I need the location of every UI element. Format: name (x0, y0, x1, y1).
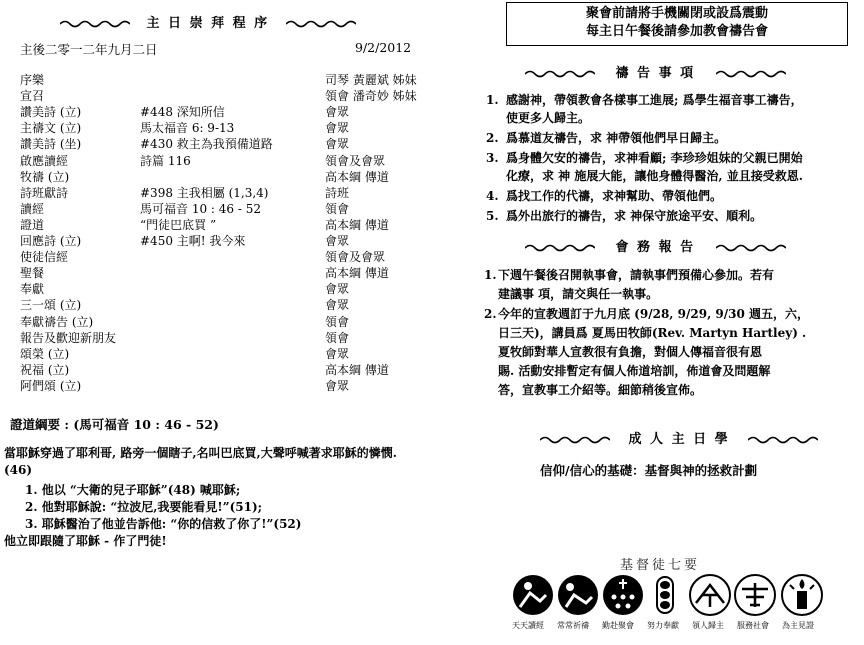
sermon-point: 2. 他對耶穌說: “拉波尼,我要能看見!”(51); (25, 500, 263, 514)
sermon-outline-title: 證道綱要 : (馬可福音 10 : 46 - 52) (10, 417, 219, 432)
wavy-ornament-icon (716, 69, 786, 79)
seven-essentials-title: 基督徒七要 (620, 558, 701, 573)
sunday-school-header (540, 428, 818, 447)
prayer-item-text: 爲身體欠安的禱告，求神看顧; 李珍珍姐妹的父親已開始 (506, 151, 803, 165)
program-item: 宣召 (20, 89, 45, 104)
essential-label: 勤赴聚會 (602, 621, 634, 630)
program-item: 回應詩 (立) (20, 234, 82, 248)
essential-label: 努力奉獻 (647, 621, 679, 630)
program-item: 奉獻 (20, 282, 45, 297)
program-item: 序樂 (20, 73, 45, 87)
sermon-point: 3. 耶穌醫治了他並告訴他: “你的信救了你了!”(52) (25, 517, 302, 531)
program-detail: “門徒巴底買 ” (140, 217, 217, 232)
program-item: 證道 (20, 217, 45, 232)
offering-icon (657, 577, 673, 613)
program-item: 頌榮 (立) (20, 346, 70, 361)
program-leader: 會眾 (325, 105, 350, 120)
program-item: 啟應讀經 (20, 153, 69, 168)
essential-label: 領人歸主 (692, 621, 724, 630)
prayer-item-number: 3. (486, 151, 499, 165)
program-leader: 領會及會眾 (325, 153, 386, 168)
banner-line: 聚會前請將手機關閉或設爲震動 (585, 6, 768, 21)
program-leader: 詩班 (325, 185, 350, 200)
sermon-intro: 當耶穌穿過了耶利哥, 路旁一個瞎子,名叫巴底買,大聲呼喊著求耶穌的憐憫.(46) (4, 446, 397, 477)
wavy-ornament-icon (748, 435, 818, 445)
program-leader: 會眾 (325, 378, 350, 393)
program-item: 奉獻禱告 (立) (20, 314, 94, 329)
wavy-ornament-icon (286, 19, 356, 29)
announcement-item-text: 建議事 項，請交與任一執事。 (498, 287, 659, 301)
prayer-item-number: 4. (486, 189, 499, 203)
program-leader: 會眾 (325, 346, 350, 361)
program-detail: #450 主啊! 我今來 (140, 234, 246, 248)
program-item: 報告及歡迎新朋友 (20, 330, 117, 345)
sunday-school-topic: 信仰/信心的基礎：基督與神的拯救計劃 (540, 463, 758, 478)
praying-icon (558, 575, 598, 615)
announcements-header (525, 236, 786, 255)
program-leader: 領會及會眾 (325, 250, 386, 265)
prayer-item-text: 爲外出旅行的禱告，求 神保守旅途平安、順利。 (506, 209, 763, 223)
announcement-item-number: 1. (484, 268, 497, 282)
program-leader: 高本綱 傳道 (325, 362, 389, 377)
evangelism-icon (690, 575, 730, 615)
church-gathering-icon (603, 575, 643, 615)
program-item: 使徒信經 (20, 250, 69, 265)
essential-label: 常常祈禱 (557, 621, 589, 630)
program-leader: 領會 (325, 201, 350, 216)
program-leader: 會眾 (325, 234, 350, 248)
program-leader: 會眾 (325, 298, 350, 313)
program-item: 讚美詩 (坐) (20, 137, 82, 152)
announcement-item-text: 下週午餐後召開執事會，請執事們預備心參加。若有 (498, 268, 775, 282)
announcement-item-text: 賜. 活動安排暫定有個人佈道培訓，佈道會及問題解 (498, 364, 771, 378)
prayer-item-text: 爲找工作的代禱，求神幫助、帶領他們。 (506, 189, 723, 203)
wavy-ornament-icon (60, 19, 130, 29)
program-leader: 會眾 (325, 137, 350, 152)
program-leader: 領會 潘奇妙 姊妹 (325, 89, 417, 104)
program-detail: 馬太福音 6: 9-13 (140, 121, 235, 136)
program-leader: 領會 (325, 330, 350, 345)
program-title: 主 日 崇 拜 程 序 (146, 16, 270, 31)
program-detail: 馬可福音 10 : 46 - 52 (140, 201, 261, 216)
social-service-icon (735, 575, 775, 615)
program-item: 牧禱 (立) (20, 169, 70, 184)
prayer-header (525, 62, 786, 81)
prayer-item-number: 5. (486, 209, 499, 223)
prayer-item-text: 爲慕道友禱告，求 神帶領他們早日歸主。 (506, 131, 727, 145)
wavy-ornament-icon (716, 243, 786, 253)
program-item: 三一頌 (立) (20, 298, 82, 313)
seven-essentials-icons (510, 573, 830, 617)
witness-icon (782, 575, 822, 615)
program-detail: #398 主我相屬 (1,3,4) (140, 185, 269, 200)
program-item: 詩班獻詩 (20, 185, 69, 200)
announcement-item-text: 夏牧師對華人宣教很有負擔，對個人傳福音很有恩 (498, 345, 763, 359)
announcement-item-number: 2. (484, 307, 497, 321)
prayer-item-number: 1. (486, 93, 499, 107)
prayer-item-text: 化療，求 神 施展大能，讓他身體得醫治, 並且接受救恩. (506, 169, 803, 183)
program-leader: 高本綱 傳道 (325, 169, 389, 184)
program-item: 讚美詩 (立) (20, 105, 82, 120)
announcement-item-text: 今年的宣教週訂于九月底 (9/28, 9/29, 9/30 週五，六， (498, 307, 810, 321)
program-leader: 領會 (325, 314, 350, 329)
essential-label: 服務社會 (737, 621, 769, 630)
sermon-conclusion: 他立即跟隨了耶穌 - 作了門徒! (4, 534, 167, 548)
essential-label: 天天讀經 (512, 621, 544, 630)
wavy-ornament-icon (525, 243, 595, 253)
program-item: 阿們頌 (立) (20, 378, 82, 393)
wavy-ornament-icon (540, 435, 610, 445)
program-date-num: 9/2/2012 (355, 40, 412, 55)
program-leader: 會眾 (325, 282, 350, 297)
program-header (60, 12, 356, 31)
program-date-text: 主後二零一二年九月二日 (20, 42, 158, 57)
bible-reading-icon (513, 575, 553, 615)
announcement-item-text: 答，宣教事工介紹等。細節稍後宣佈。 (498, 383, 703, 397)
program-leader: 會眾 (325, 121, 350, 136)
program-leader: 高本綱 傳道 (325, 266, 389, 281)
announcements-title: 會 務 報 告 (615, 240, 696, 255)
program-item: 主禱文 (立) (20, 121, 82, 136)
program-leader: 高本綱 傳道 (325, 217, 389, 232)
program-item: 聖餐 (20, 266, 45, 281)
sunday-school-title: 成 人 主 日 學 (628, 432, 730, 447)
program-item: 祝福 (立) (20, 362, 70, 377)
sermon-point: 1. 他以 “大衛的兒子耶穌”(48) 喊耶穌; (25, 483, 241, 497)
program-detail: #448 深知所信 (140, 105, 225, 120)
program-detail: 詩篇 116 (140, 153, 191, 168)
prayer-item-text: 感謝神，帶領教會各樣事工進展; 爲學生福音事工禱告， (506, 93, 803, 107)
program-leader: 司琴 黃麗斌 姊妹 (325, 73, 417, 87)
banner-line: 每主日午餐後請參加教會禱告會 (585, 24, 768, 39)
program-item: 讀經 (20, 201, 45, 216)
prayer-item-text: 使更多人歸主。 (506, 111, 591, 125)
prayer-title: 禱 告 事 項 (615, 66, 696, 81)
program-detail: #430 救主為我預備道路 (140, 137, 273, 152)
notice-banner (506, 2, 848, 46)
essential-label: 為主見證 (782, 621, 814, 630)
prayer-item-number: 2. (486, 131, 499, 145)
wavy-ornament-icon (525, 69, 595, 79)
announcement-item-text: 日三天)，講員爲 夏馬田牧師(Rev. Martyn Hartley) . (498, 326, 807, 340)
